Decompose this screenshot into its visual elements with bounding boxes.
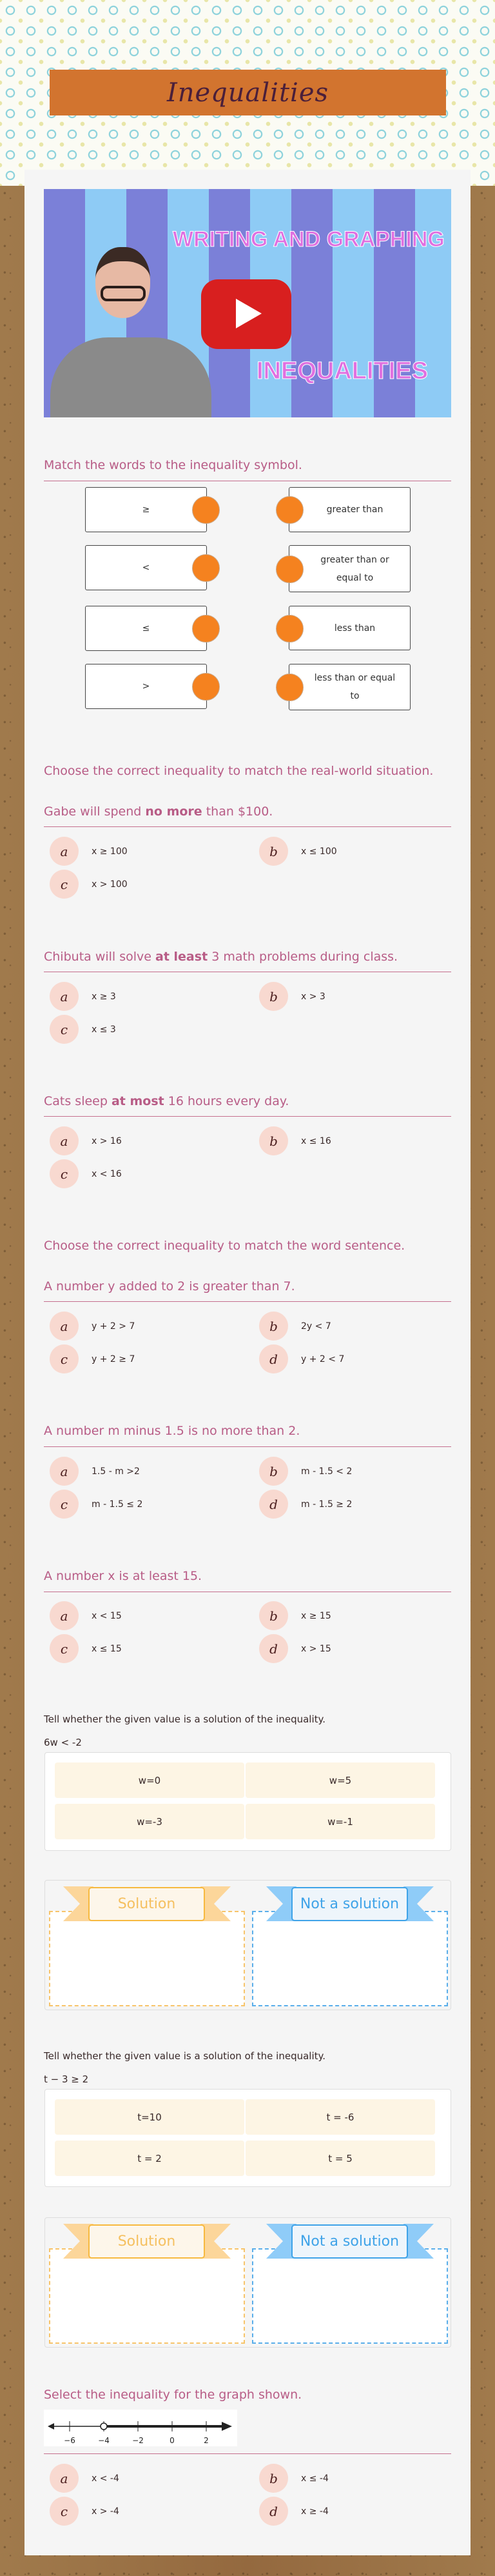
number-line-graph [44, 2410, 237, 2446]
match-connector-dot[interactable] [192, 554, 220, 582]
draggable-value-card[interactable]: t=10 [55, 2099, 244, 2135]
not-solution-label: Not a solution [291, 2224, 408, 2259]
option-letter-badge: c [50, 1015, 79, 1044]
match-symbol-card[interactable]: < [85, 545, 207, 590]
sort-items-tray [44, 1752, 451, 1851]
option-text: x > 100 [92, 879, 128, 890]
option-text: m - 1.5 ≥ 2 [301, 1499, 353, 1510]
sort-items-tray [44, 2089, 451, 2187]
question-intro: Choose the correct inequality to match the real-world situation. [44, 764, 434, 778]
sort-instruction: Tell whether the given value is a solution of the inequality. [44, 1713, 326, 1725]
not-solution-label: Not a solution [291, 1887, 408, 1921]
video-title-line1: WRITING AND GRAPHING [173, 227, 445, 252]
right-arrow-icon [222, 2422, 232, 2431]
option-text: y + 2 ≥ 7 [92, 1353, 135, 1364]
video-title-line2: INEQUALITIES [257, 357, 429, 384]
not-solution-drop-zone[interactable] [252, 1911, 448, 2006]
draggable-value-card[interactable]: w=-1 [246, 1804, 435, 1839]
match-word-card[interactable]: less than or equal to [289, 664, 411, 710]
draggable-value-card[interactable]: t = 5 [246, 2141, 435, 2176]
question-text: A number y added to 2 is greater than 7. [44, 1279, 295, 1293]
option-letter-badge: b [259, 837, 288, 866]
answer-option-b[interactable] [253, 982, 447, 1011]
match-heading: Match the words to the inequality symbol. [44, 458, 302, 472]
answer-option-c[interactable] [44, 870, 237, 899]
solution-drop-zone[interactable] [49, 2248, 245, 2344]
option-letter-badge: d [259, 2497, 288, 2526]
match-symbol-card[interactable]: ≤ [85, 606, 207, 651]
tick-label: −4 [98, 2436, 110, 2445]
option-letter-badge: c [50, 1159, 79, 1188]
option-letter-badge: a [50, 2464, 79, 2493]
answer-option-d[interactable] [253, 1634, 447, 1663]
answer-option-d[interactable] [253, 1344, 447, 1373]
answer-option-d[interactable] [253, 2497, 447, 2526]
presenter-body [50, 337, 211, 417]
option-text: x ≤ -4 [301, 2473, 329, 2484]
solution-label: Solution [88, 2224, 205, 2259]
presenter-head [95, 247, 150, 318]
option-letter-badge: a [50, 837, 79, 866]
match-connector-dot[interactable] [276, 615, 304, 643]
divider [44, 2453, 451, 2454]
option-text: x > 16 [92, 1135, 122, 1146]
option-text: x ≥ 15 [301, 1610, 331, 1621]
option-letter-badge: b [259, 1601, 288, 1630]
option-letter-badge: c [50, 1344, 79, 1373]
divider [44, 826, 451, 827]
sort-categories [44, 2217, 451, 2348]
answer-option-b[interactable] [253, 1457, 447, 1486]
answer-option-b[interactable] [253, 2464, 447, 2493]
answer-option-b[interactable] [253, 1312, 447, 1341]
option-letter-badge: c [50, 2497, 79, 2526]
option-letter-badge: a [50, 1601, 79, 1630]
option-letter-badge: b [259, 1312, 288, 1341]
tick-label: 0 [170, 2436, 175, 2445]
presenter-glasses [101, 286, 146, 301]
option-text: x ≥ -4 [301, 2506, 329, 2517]
sort-expression: t − 3 ≥ 2 [44, 2073, 89, 2085]
option-text: x ≤ 15 [92, 1643, 122, 1654]
option-letter-badge: a [50, 1457, 79, 1486]
option-letter-badge: b [259, 982, 288, 1011]
option-text: x > -4 [92, 2506, 119, 2517]
option-letter-badge: d [259, 1490, 288, 1519]
question-text: Chibuta will solve at least 3 math problems during class. [44, 950, 398, 964]
option-text: x < 16 [92, 1168, 122, 1179]
question-text: Cats sleep at most 16 hours every day. [44, 1094, 289, 1108]
answer-option-c[interactable] [44, 1344, 237, 1373]
divider [44, 1116, 451, 1117]
title-banner [50, 70, 446, 115]
option-letter-badge: c [50, 870, 79, 899]
draggable-value-card[interactable]: t = -6 [246, 2099, 435, 2135]
answer-option-c[interactable] [44, 1634, 237, 1663]
tick-label: 2 [204, 2436, 209, 2445]
answer-option-a[interactable] [44, 1601, 237, 1630]
answer-option-c[interactable] [44, 1159, 237, 1188]
page-title: Inequalities [166, 77, 329, 108]
option-text: x > 3 [301, 991, 325, 1002]
option-text: x ≥ 3 [92, 991, 116, 1002]
answer-option-a[interactable] [44, 1312, 237, 1341]
option-letter-badge: c [50, 1490, 79, 1519]
left-arrow-icon [48, 2423, 54, 2430]
draggable-value-card[interactable]: t = 2 [55, 2141, 244, 2176]
match-connector-dot[interactable] [192, 673, 220, 701]
draggable-value-card[interactable]: w=-3 [55, 1804, 244, 1839]
answer-option-c[interactable] [44, 1490, 237, 1519]
match-word-card[interactable]: less than [289, 606, 411, 650]
answer-option-a[interactable] [44, 2464, 237, 2493]
option-text: x < 15 [92, 1610, 122, 1621]
option-letter-badge: d [259, 1344, 288, 1373]
option-text: y + 2 > 7 [92, 1321, 135, 1332]
solution-label: Solution [88, 1887, 205, 1921]
question-text: Select the inequality for the graph shown. [44, 2388, 302, 2402]
option-text: m - 1.5 ≤ 2 [92, 1499, 143, 1510]
match-connector-dot[interactable] [276, 674, 304, 701]
answer-option-a[interactable] [44, 837, 237, 866]
answer-option-a[interactable] [44, 1126, 237, 1155]
option-letter-badge: a [50, 1312, 79, 1341]
option-text: m - 1.5 < 2 [301, 1466, 353, 1477]
answer-option-a[interactable] [44, 1457, 237, 1486]
match-connector-dot[interactable] [192, 615, 220, 643]
option-text: x ≤ 16 [301, 1135, 331, 1146]
match-connector-dot[interactable] [276, 496, 304, 524]
option-text: y + 2 < 7 [301, 1353, 345, 1364]
question-intro: Choose the correct inequality to match the word sentence. [44, 1239, 405, 1253]
option-text: x ≤ 100 [301, 846, 337, 857]
option-letter-badge: b [259, 1457, 288, 1486]
solution-drop-zone[interactable] [49, 1911, 245, 2006]
match-symbol-card[interactable]: > [85, 664, 207, 709]
draggable-value-card[interactable]: w=0 [55, 1762, 244, 1798]
divider [44, 1301, 451, 1302]
option-letter-badge: b [259, 1126, 288, 1155]
option-text: x ≥ 100 [92, 846, 128, 857]
answer-option-d[interactable] [253, 1490, 447, 1519]
answer-option-b[interactable] [253, 837, 447, 866]
option-text: 2y < 7 [301, 1321, 331, 1332]
tick-label: −2 [132, 2436, 144, 2445]
question-text: A number m minus 1.5 is no more than 2. [44, 1424, 300, 1438]
match-word-card[interactable]: greater than [289, 487, 411, 532]
divider [44, 1446, 451, 1447]
video-thumbnail[interactable] [44, 189, 451, 417]
question-text: A number x is at least 15. [44, 1569, 202, 1583]
sort-expression: 6w < -2 [44, 1737, 82, 1748]
answer-option-c[interactable] [44, 2497, 237, 2526]
answer-option-b[interactable] [253, 1126, 447, 1155]
not-solution-drop-zone[interactable] [252, 2248, 448, 2344]
option-text: x > 15 [301, 1643, 331, 1654]
option-letter-badge: b [259, 2464, 288, 2493]
match-connector-dot[interactable] [276, 555, 304, 583]
answer-option-a[interactable] [44, 982, 237, 1011]
draggable-value-card[interactable]: w=5 [246, 1762, 435, 1798]
youtube-play-icon[interactable] [201, 279, 291, 349]
option-letter-badge: c [50, 1634, 79, 1663]
option-letter-badge: d [259, 1634, 288, 1663]
answer-option-b[interactable] [253, 1601, 447, 1630]
match-symbol-card[interactable]: ≥ [85, 487, 207, 532]
sort-categories [44, 1880, 451, 2010]
option-letter-badge: a [50, 982, 79, 1011]
question-text: Gabe will spend no more than $100. [44, 804, 273, 819]
option-text: x ≤ 3 [92, 1024, 116, 1035]
answer-option-c[interactable] [44, 1015, 237, 1044]
option-letter-badge: a [50, 1126, 79, 1155]
option-text: 1.5 - m >2 [92, 1466, 140, 1477]
tick-label: −6 [64, 2436, 75, 2445]
match-connector-dot[interactable] [192, 496, 220, 524]
match-word-card[interactable]: greater than or equal to [289, 545, 411, 592]
sort-instruction: Tell whether the given value is a solution of the inequality. [44, 2050, 326, 2062]
option-text: x < -4 [92, 2473, 119, 2484]
open-point [101, 2423, 107, 2430]
